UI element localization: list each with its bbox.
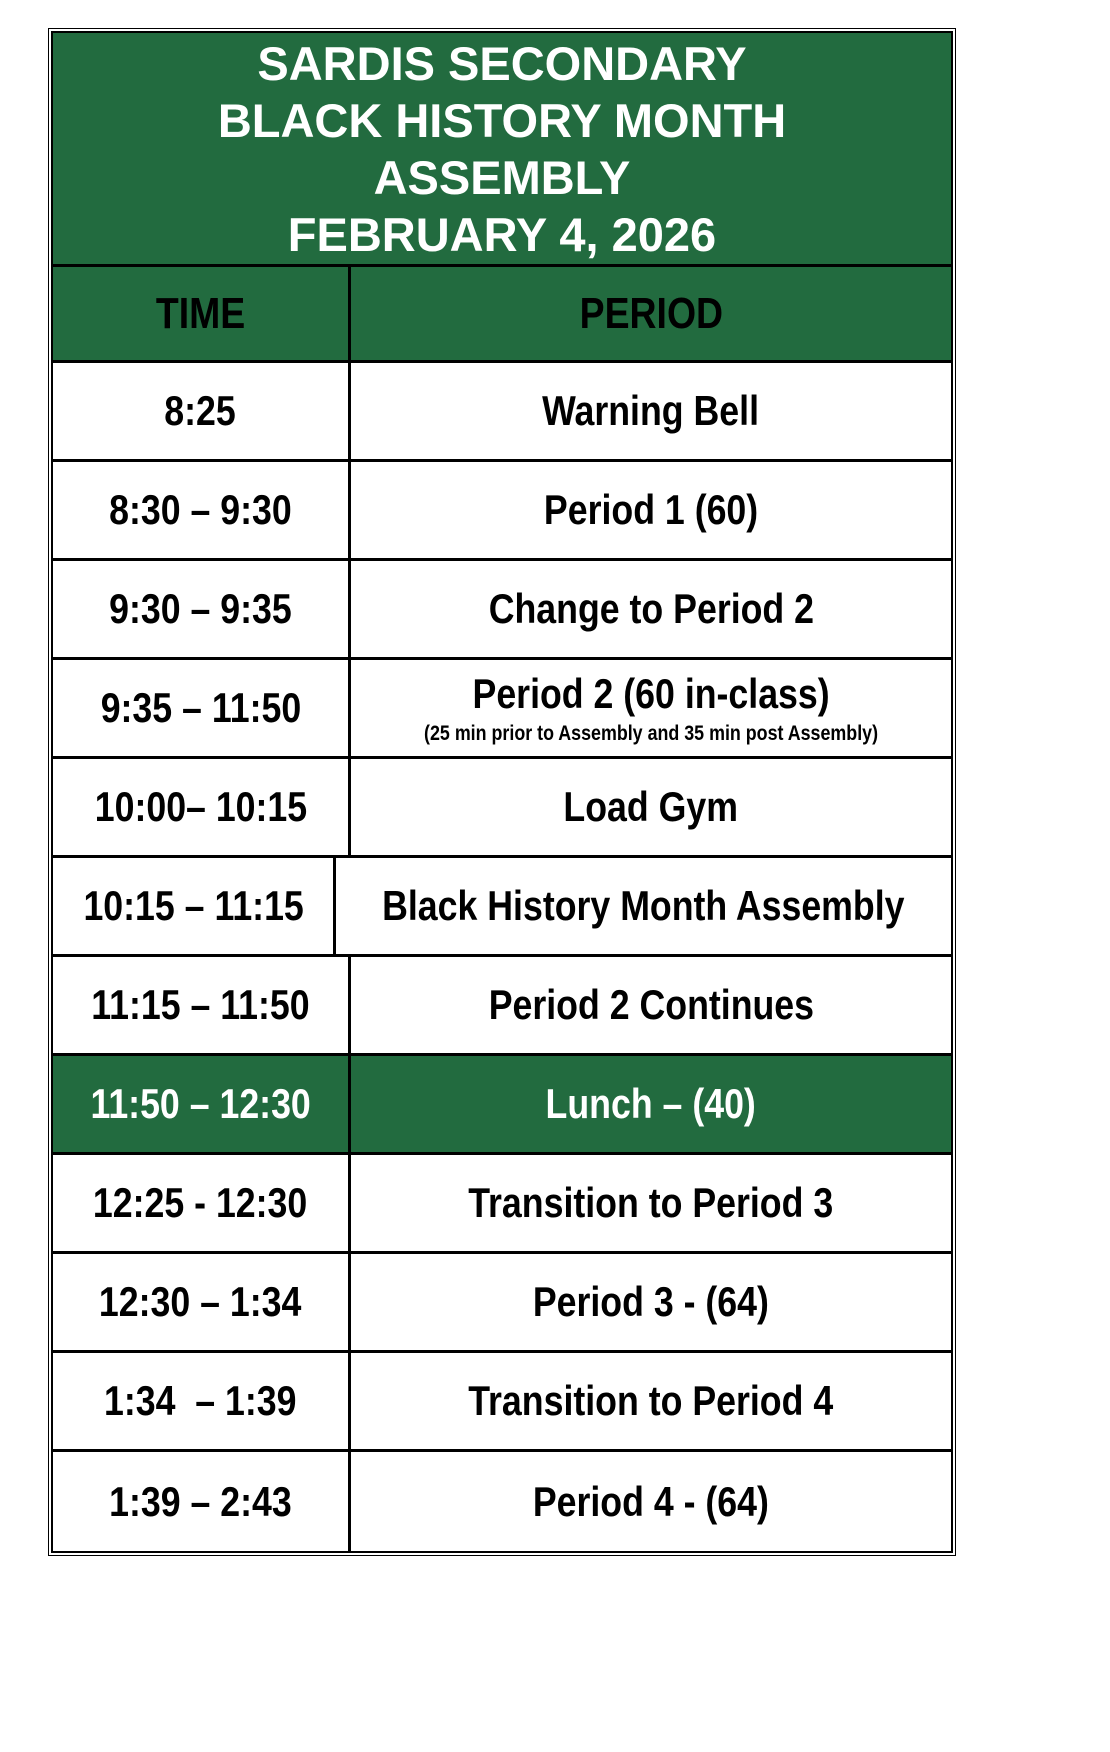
time-cell	[53, 957, 351, 1053]
period-cell	[351, 1155, 951, 1251]
time-value: 8:25	[164, 387, 237, 434]
time-cell	[53, 759, 351, 855]
period-value: Period 2 Continues	[488, 981, 814, 1028]
table-row	[53, 1155, 951, 1254]
table-row	[53, 858, 951, 957]
title-line-school: SARDIS SECONDARY	[257, 36, 747, 90]
header-time: TIME	[155, 288, 246, 338]
schedule-frame	[48, 28, 956, 1556]
title-block	[53, 33, 951, 267]
table-row	[53, 462, 951, 561]
period-stack	[384, 670, 918, 746]
time-cell	[53, 462, 351, 558]
table-row	[53, 1452, 951, 1551]
time-cell	[53, 1155, 351, 1251]
period-cell	[351, 1353, 951, 1449]
period-value: Transition to Period 4	[468, 1377, 834, 1424]
table-row	[53, 363, 951, 462]
period-cell	[351, 462, 951, 558]
header-period: PERIOD	[579, 288, 723, 338]
period-value: Period 4 - (64)	[532, 1477, 770, 1525]
table-row	[53, 561, 951, 660]
table-row-lunch	[53, 1056, 951, 1155]
period-value: Period 2 (60 in-class)	[472, 670, 830, 717]
time-cell	[53, 363, 351, 459]
period-value: Warning Bell	[542, 387, 760, 434]
title-line-assembly: ASSEMBLY	[373, 150, 631, 204]
time-value: 1:39 – 2:43	[109, 1477, 292, 1525]
period-cell	[351, 957, 951, 1053]
period-value: Period 1 (60)	[543, 486, 759, 533]
period-value: Change to Period 2	[488, 585, 814, 632]
table-row	[53, 1353, 951, 1452]
period-value: Period 3 - (64)	[532, 1278, 770, 1325]
title-line-event: BLACK HISTORY MONTH	[217, 93, 787, 147]
header-period-cell	[351, 267, 951, 360]
time-value: 8:30 – 9:30	[109, 486, 292, 533]
schedule-table	[51, 31, 953, 1553]
table-row	[53, 1254, 951, 1353]
time-cell	[53, 660, 351, 756]
time-cell	[53, 1353, 351, 1449]
period-cell	[351, 1452, 951, 1551]
period-cell	[351, 561, 951, 657]
period-cell	[351, 1056, 951, 1152]
time-cell	[53, 1254, 351, 1350]
time-value: 11:15 – 11:50	[91, 981, 310, 1028]
time-cell	[53, 1452, 351, 1551]
header-time-cell	[53, 267, 351, 360]
time-value: 10:15 – 11:15	[83, 882, 304, 929]
time-cell	[53, 561, 351, 657]
table-row	[53, 660, 951, 759]
time-value: 12:25 - 12:30	[93, 1179, 308, 1226]
time-value: 1:34 – 1:39	[104, 1377, 297, 1424]
table-row	[53, 759, 951, 858]
time-value: 12:30 – 1:34	[99, 1278, 302, 1325]
period-value: Black History Month Assembly	[382, 882, 905, 929]
time-value: 9:35 – 11:50	[100, 684, 301, 731]
title-line-date: FEBRUARY 4, 2026	[287, 207, 717, 261]
period-cell	[351, 363, 951, 459]
period-cell	[351, 759, 951, 855]
header-row	[53, 267, 951, 363]
time-value: 9:30 – 9:35	[109, 585, 292, 632]
period-cell	[336, 858, 951, 954]
time-value: 11:50 – 12:30	[90, 1080, 311, 1127]
period-value: Load Gym	[563, 783, 739, 830]
period-cell	[351, 660, 951, 756]
time-cell	[53, 1056, 351, 1152]
period-value: Transition to Period 3	[468, 1179, 834, 1226]
time-value: 10:00– 10:15	[94, 783, 307, 830]
period-note: (25 min prior to Assembly and 35 min post Assembly)	[424, 722, 878, 745]
period-value: Lunch – (40)	[545, 1080, 757, 1127]
period-cell	[351, 1254, 951, 1350]
table-row	[53, 957, 951, 1056]
time-cell	[53, 858, 336, 954]
